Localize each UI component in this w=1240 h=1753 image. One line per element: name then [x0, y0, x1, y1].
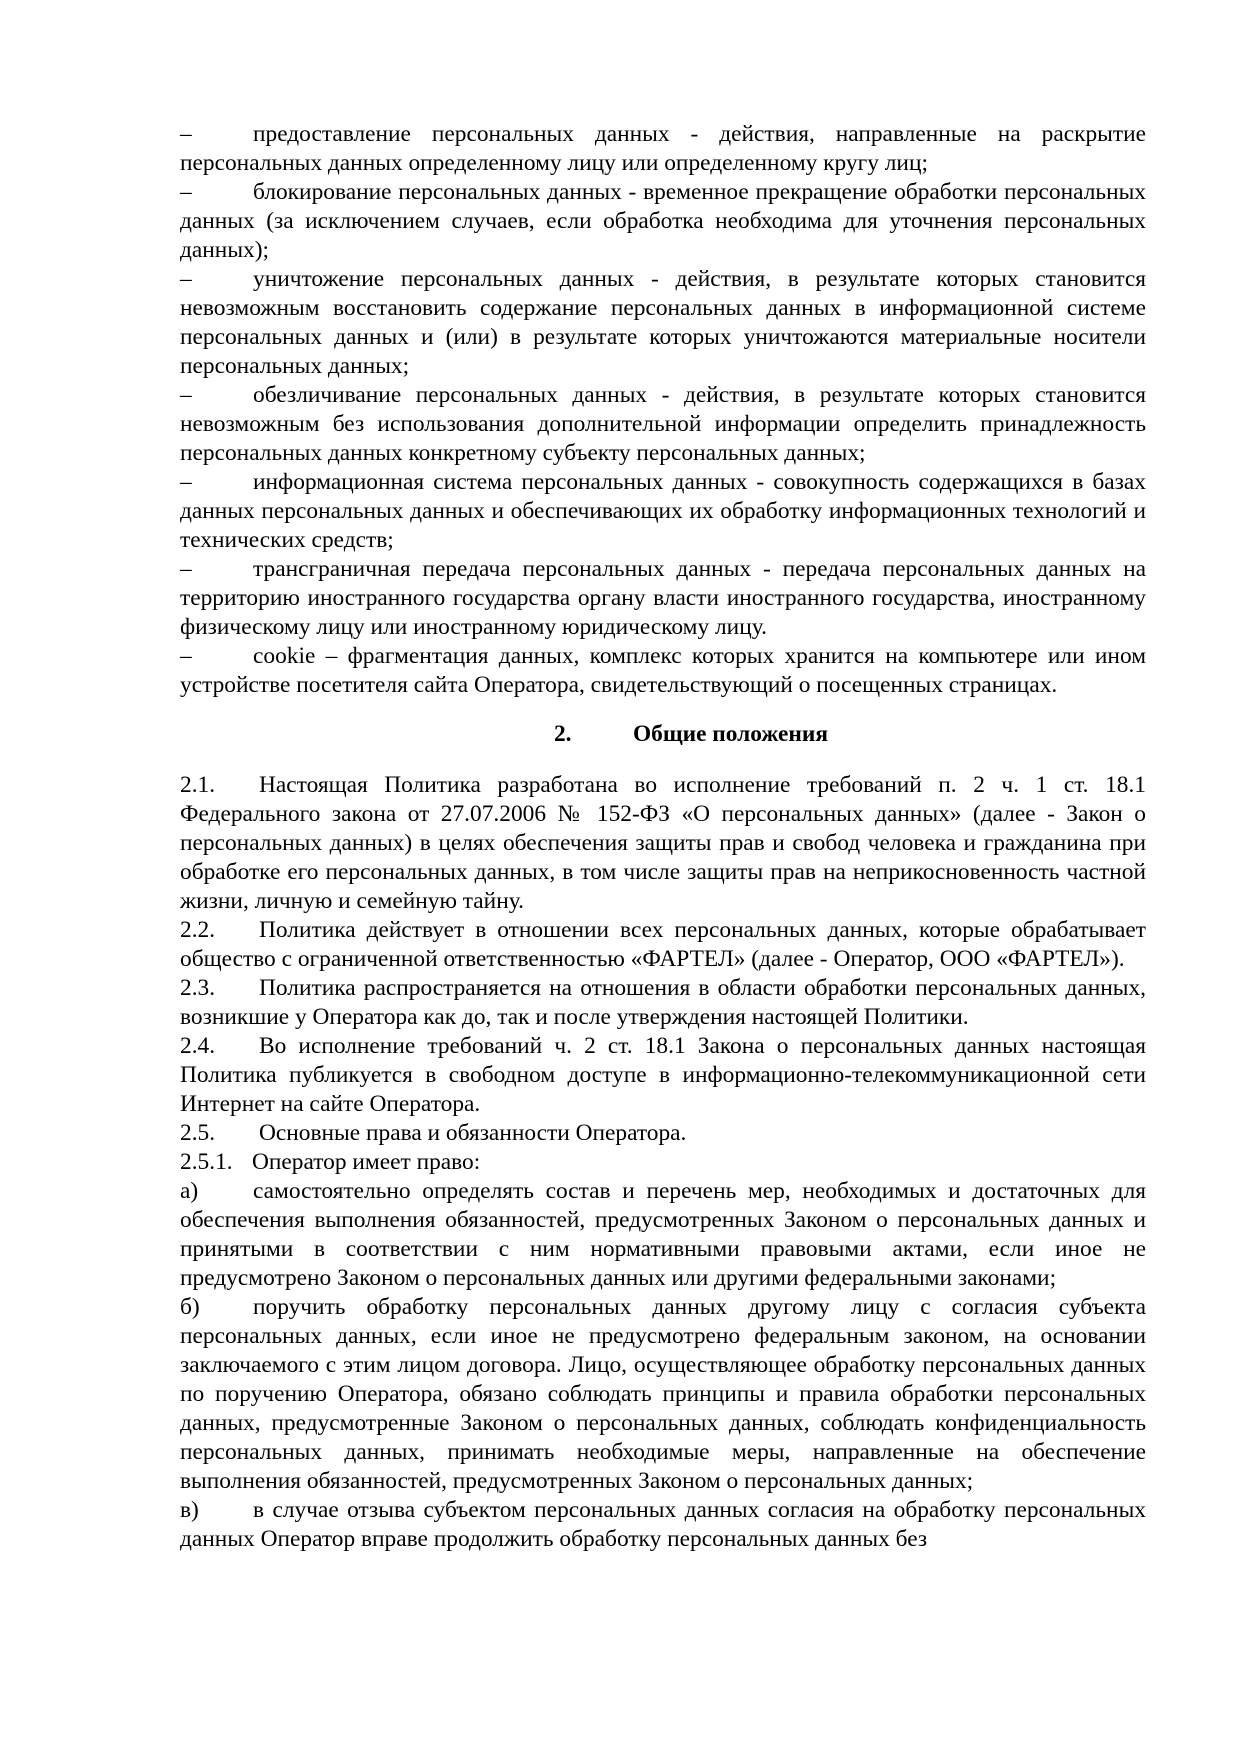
definition-text: информационная система персональных данных - совокупность содержащихся в базах данных персональных данных и обеспечивающих их обработку информационных технологий и технических средств;: [180, 469, 1146, 553]
clause-item: [180, 1032, 1146, 1119]
definition-item: [180, 178, 1146, 265]
clause-item: [180, 916, 1146, 974]
list-marker: –: [180, 556, 192, 582]
clause-text: Настоящая Политика разработана во исполнение требований п. 2 ч. 1 ст. 18.1 Федерального закона от 27.07.2006 № 152-ФЗ «О персональных данных» (далее - Закон о персональных данных) в целях обеспечения защиты прав и свобод человека и гражданина при обработке его персональных данных, в том числе защиты прав на неприкосновенность частной жизни, личную и семейную тайну.: [180, 772, 1146, 914]
list-marker: в): [180, 1497, 199, 1523]
rights-list: [180, 1177, 1146, 1554]
clause-number: 2.4.: [180, 1033, 216, 1059]
list-marker: –: [180, 382, 192, 408]
definition-text: обезличивание персональных данных - действия, в результате которых становится невозможным без использования дополнительной информации определить принадлежность персональных данных конкретному субъекту персональных данных;: [180, 382, 1146, 466]
list-marker: –: [180, 469, 192, 495]
right-text: в случае отзыва субъектом персональных данных согласия на обработку персональных данных Оператор вправе продолжить обработку персональных данных без: [180, 1497, 1146, 1552]
right-item: [180, 1293, 1146, 1496]
document-page: [180, 120, 1146, 1554]
definition-item: [180, 265, 1146, 381]
clause-text: Основные права и обязанности Оператора.: [259, 1120, 687, 1146]
definition-text: блокирование персональных данных - временное прекращение обработки персональных данных (за исключением случаев, если обработка необходима для уточнения персональных данных);: [180, 179, 1146, 263]
subclause-number: 2.5.1.: [180, 1149, 233, 1175]
definitions-list: [180, 120, 1146, 700]
clauses-list: [180, 771, 1146, 1177]
clause-number: 2.1.: [180, 772, 216, 798]
clause-item: [180, 974, 1146, 1032]
right-text: поручить обработку персональных данных другому лицу с согласия субъекта персональных данных, если иное не предусмотрено федеральным законом, на основании заключаемого с этим лицом договора. Лицо, осуществляющее обработку персональных данных по поручению Оператора, обязано соблюдать принципы и правила обработки персональных данных, предусмотренные Законом о персональных данных, соблюдать конфиденциальность персональных данных, принимать необходимые меры, направленные на обеспечение выполнения обязанностей, предусмотренных Законом о персональных данных;: [180, 1294, 1146, 1494]
clause-number: 2.5.: [180, 1120, 216, 1146]
section-number: 2.: [553, 721, 572, 747]
clause-text: Политика распространяется на отношения в области обработки персональных данных, возникшие у Оператора как до, так и после утверждения настоящей Политики.: [180, 975, 1146, 1030]
clause-text: Политика действует в отношении всех персональных данных, которые обрабатывает общество с ограниченной ответственностью «ФАРТЕЛ» (далее - Оператор, ООО «ФАРТЕЛ»).: [180, 917, 1146, 972]
definition-item: [180, 468, 1146, 555]
definition-item: [180, 642, 1146, 700]
clause-text: Во исполнение требований ч. 2 ст. 18.1 Закона о персональных данных настоящая Политика публикуется в свободном доступе в информационно-телекоммуникационной сети Интернет на сайте Оператора.: [180, 1033, 1146, 1117]
right-item: [180, 1496, 1146, 1554]
section-heading: [180, 720, 1146, 749]
definition-text: предоставление персональных данных - действия, направленные на раскрытие персональных данных определенному лицу или определенному кругу лиц;: [180, 121, 1146, 176]
list-marker: –: [180, 179, 192, 205]
list-marker: а): [180, 1178, 199, 1204]
definition-item: [180, 381, 1146, 468]
section-title: Общие положения: [632, 721, 829, 747]
list-marker: –: [180, 121, 192, 147]
list-marker: –: [180, 643, 192, 669]
definition-text: трансграничная передача персональных данных - передача персональных данных на территорию иностранного государства органу власти иностранного государства, иностранному физическому лицу или иностранному юридическому лицу.: [180, 556, 1146, 640]
right-item: [180, 1177, 1146, 1293]
list-marker: б): [180, 1294, 200, 1320]
list-marker: –: [180, 266, 192, 292]
definition-item: [180, 120, 1146, 178]
definition-text: cookie – фрагментация данных, комплекс которых хранится на компьютере или ином устройстве посетителя сайта Оператора, свидетельствующий о посещенных страницах.: [180, 643, 1146, 698]
subclause-text: Оператор имеет право:: [252, 1149, 481, 1175]
definition-item: [180, 555, 1146, 642]
definition-text: уничтожение персональных данных - действия, в результате которых становится невозможным восстановить содержание персональных данных в информационной системе персональных данных и (или) в результате которых уничтожаются материальные носители персональных данных;: [180, 266, 1146, 379]
clause-item: [180, 1119, 1146, 1148]
clause-item: [180, 771, 1146, 916]
right-text: самостоятельно определять состав и перечень мер, необходимых и достаточных для обеспечения выполнения обязанностей, предусмотренных Законом о персональных данных и принятыми в соответствии с ним нормативными правовыми актами, если иное не предусмотрено Законом о персональных данных или другими федеральными законами;: [180, 1178, 1146, 1291]
clause-number: 2.3.: [180, 975, 216, 1001]
clause-number: 2.2.: [180, 917, 216, 943]
subclause-item: [180, 1148, 1146, 1177]
